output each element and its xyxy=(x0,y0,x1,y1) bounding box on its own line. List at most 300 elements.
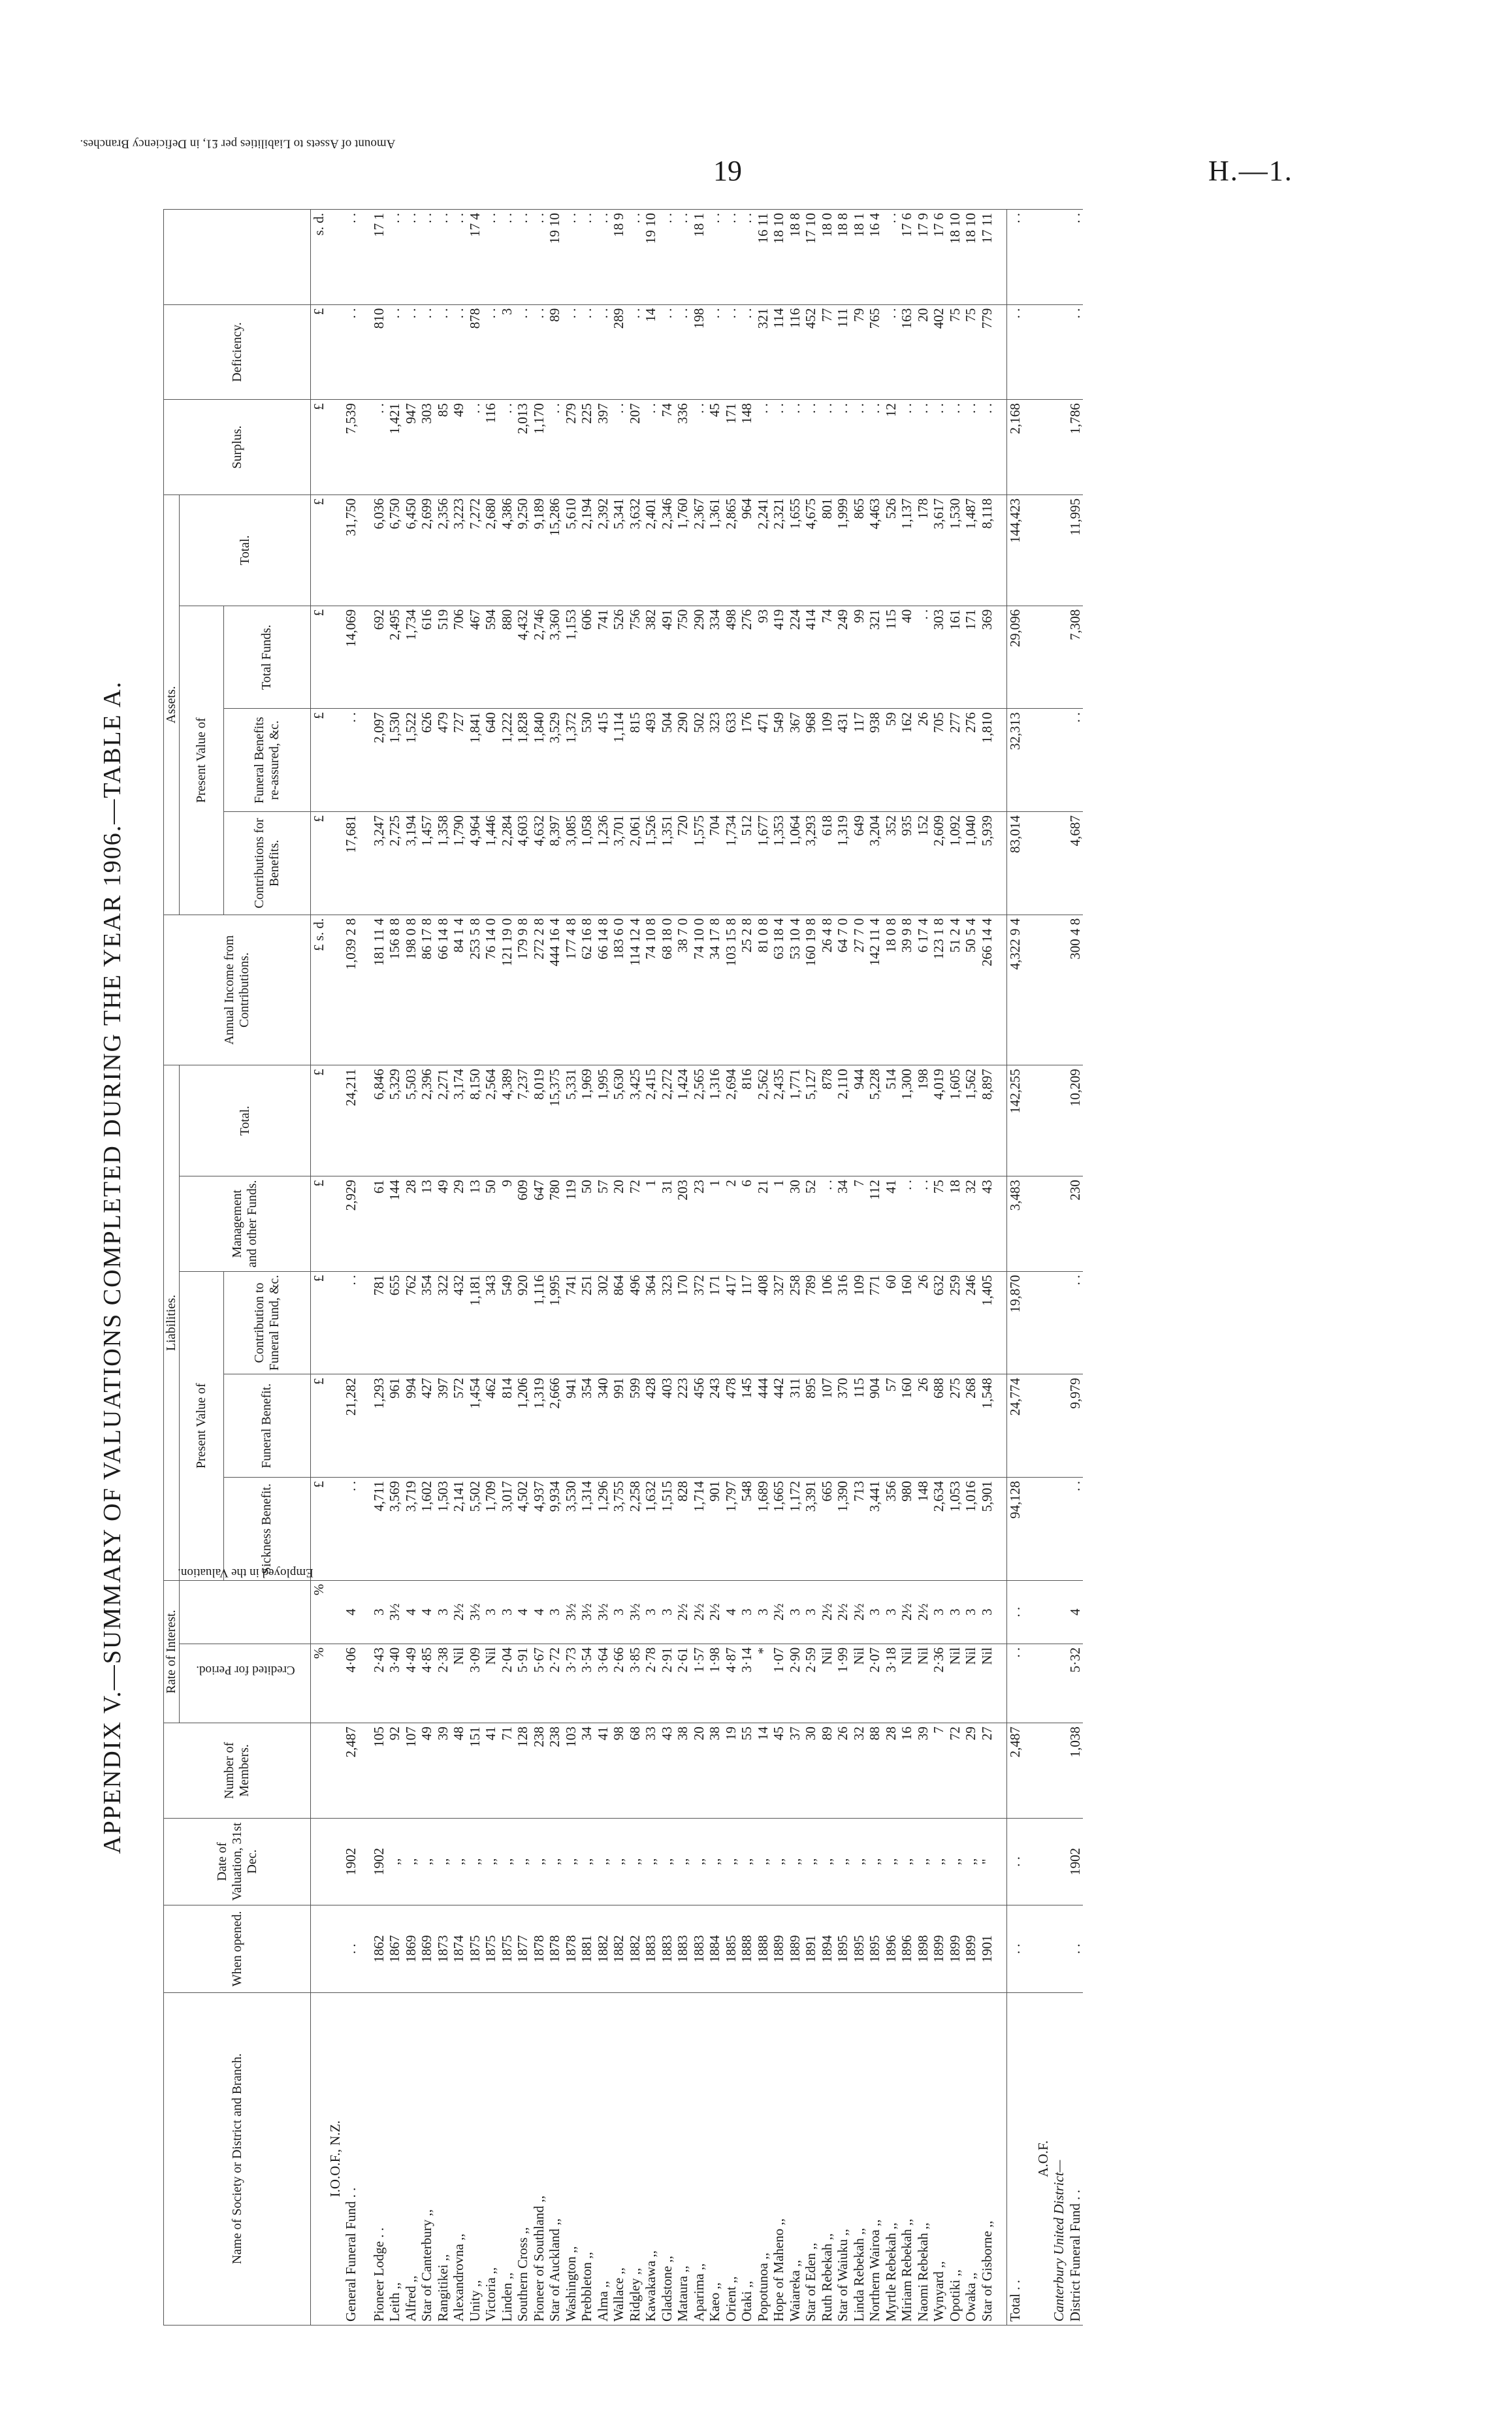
cell: 4 xyxy=(419,1580,435,1644)
cell: . . xyxy=(1067,304,1084,400)
cell: 170 xyxy=(675,1271,691,1374)
header-funeral-reassured: Funeral Benefits re-assured, &c. xyxy=(223,709,310,812)
cell: . . xyxy=(483,304,499,400)
cell: 93 xyxy=(755,606,771,709)
header-when-opened: When opened. xyxy=(164,1905,311,1992)
cell: 370 xyxy=(835,1374,851,1478)
cell: 2·38 xyxy=(435,1644,451,1723)
cell: 1,293 xyxy=(371,1374,387,1478)
cell: 207 xyxy=(627,400,643,495)
cell: 21 xyxy=(755,1176,771,1272)
cell: 68 18 0 xyxy=(659,915,675,1065)
cell: 198 xyxy=(691,304,707,400)
cell: 756 xyxy=(627,606,643,709)
cell: 4,463 xyxy=(867,494,883,606)
lodge-row xyxy=(627,210,643,2326)
cell: . . xyxy=(915,606,931,709)
cell: 1,353 xyxy=(771,812,787,915)
lodge-row xyxy=(707,210,723,2326)
cell: 626 xyxy=(419,709,435,812)
cell: ,, xyxy=(547,1818,563,1905)
lodge-row xyxy=(915,210,931,2326)
cell xyxy=(1051,915,1067,1065)
cell xyxy=(359,1905,371,1992)
cell: 5,610 xyxy=(563,494,579,606)
cell: 53 10 4 xyxy=(787,915,803,1065)
cell: 1883 xyxy=(675,1905,691,1992)
cell xyxy=(1051,709,1067,812)
cell xyxy=(1051,1580,1067,1644)
cell: 1,405 xyxy=(979,1271,995,1374)
cell: 1877 xyxy=(515,1905,531,1992)
cell: 27 xyxy=(979,1723,995,1819)
cell: 771 xyxy=(867,1271,883,1374)
cell: 549 xyxy=(499,1271,515,1374)
cell: 1,296 xyxy=(595,1478,611,1581)
row-label: Washington ,, xyxy=(563,1992,579,2325)
cell: 1,995 xyxy=(547,1271,563,1374)
row-label xyxy=(1023,1992,1035,2325)
cell: 367 xyxy=(787,709,803,812)
cell: 504 xyxy=(659,709,675,812)
cell: . . xyxy=(851,400,867,495)
cell xyxy=(1023,1478,1035,1581)
cell: 171 xyxy=(963,606,979,709)
cell: ,, xyxy=(627,1818,643,1905)
cell: 276 xyxy=(739,606,755,709)
cell: 123 1 8 xyxy=(931,915,947,1065)
cell: 177 4 8 xyxy=(563,915,579,1065)
cell: 1,515 xyxy=(659,1478,675,1581)
cell: 2,725 xyxy=(387,812,403,915)
cell: 103 15 8 xyxy=(723,915,739,1065)
cell: 1862 xyxy=(371,1905,387,1992)
lodge-row xyxy=(403,210,419,2326)
lodge-row xyxy=(835,210,851,2326)
cell: 2·66 xyxy=(611,1644,627,1723)
cell: 1882 xyxy=(627,1905,643,1992)
cell: . . xyxy=(483,210,499,305)
cell: 8,118 xyxy=(979,494,995,606)
cell xyxy=(359,1580,371,1644)
cell: 1,797 xyxy=(723,1478,739,1581)
cell: 121 19 0 xyxy=(499,915,515,1065)
cell xyxy=(995,709,1007,812)
cell: 1902 xyxy=(371,1818,387,1905)
cell: . . xyxy=(723,210,739,305)
cell: 814 xyxy=(499,1374,515,1478)
cell xyxy=(1035,494,1052,606)
cell: 1,840 xyxy=(531,709,547,812)
cell: 2,565 xyxy=(691,1065,707,1176)
cell: . . xyxy=(723,304,739,400)
cell: . . xyxy=(343,210,359,305)
cell: 68 xyxy=(627,1723,643,1819)
cell: 1896 xyxy=(899,1905,915,1992)
cell: 7,272 xyxy=(467,494,483,606)
cell: 1,316 xyxy=(707,1065,723,1176)
cell: 1 xyxy=(643,1176,659,1272)
cell: 1,734 xyxy=(723,812,739,915)
cell xyxy=(1051,210,1067,305)
cell: 649 xyxy=(851,812,867,915)
cell: 5,630 xyxy=(611,1065,627,1176)
cell: 3,174 xyxy=(451,1065,467,1176)
cell: 2,392 xyxy=(595,494,611,606)
cell: Nil xyxy=(915,1644,931,1723)
cell: 2·59 xyxy=(803,1644,819,1723)
cell: 1,999 xyxy=(835,494,851,606)
cell: 1891 xyxy=(803,1905,819,1992)
cell: 2,564 xyxy=(483,1065,499,1176)
cell: 1,361 xyxy=(707,494,723,606)
row-label: Otaki ,, xyxy=(739,1992,755,2325)
cell xyxy=(1035,606,1052,709)
cell: £ xyxy=(311,304,327,400)
cell: 105 xyxy=(371,1723,387,1819)
cell: 2,699 xyxy=(419,494,435,606)
cell: 1883 xyxy=(643,1905,659,1992)
cell: 3 xyxy=(483,1580,499,1644)
cell: 498 xyxy=(723,606,739,709)
cell xyxy=(1051,1176,1067,1272)
cell: 655 xyxy=(387,1271,403,1374)
group-heading: Canterbury United District— xyxy=(1051,1992,1067,2325)
cell: 1,969 xyxy=(579,1065,595,1176)
cell: 3,360 xyxy=(547,606,563,709)
cell: 246 xyxy=(963,1271,979,1374)
cell: 1,714 xyxy=(691,1478,707,1581)
cell: 1,137 xyxy=(899,494,915,606)
cell: 300 4 8 xyxy=(1067,915,1084,1065)
cell: 2,258 xyxy=(627,1478,643,1581)
cell: Nil xyxy=(947,1644,963,1723)
cell: 2,435 xyxy=(771,1065,787,1176)
cell: 1,424 xyxy=(675,1065,691,1176)
header-date-valuation: Date of Valuation, 31st Dec. xyxy=(164,1818,311,1905)
cell: 62 16 8 xyxy=(579,915,595,1065)
cell: 18 10 xyxy=(947,210,963,305)
lodge-row xyxy=(723,210,739,2326)
cell: 19 10 xyxy=(547,210,563,305)
cell: 198 xyxy=(915,1065,931,1176)
cell: 1,372 xyxy=(563,709,579,812)
cell: 1882 xyxy=(595,1905,611,1992)
cell: £ xyxy=(311,1478,327,1581)
cell: . . xyxy=(499,210,515,305)
cell: 572 xyxy=(451,1374,467,1478)
cell xyxy=(327,1478,344,1581)
cell: 3 xyxy=(499,1580,515,1644)
cell: 3 xyxy=(867,1580,883,1644)
cell: 30 xyxy=(803,1723,819,1819)
cell: ,, xyxy=(611,1818,627,1905)
lodge-row xyxy=(611,210,627,2326)
row-label: Owaka ,, xyxy=(963,1992,979,2325)
cell: 7 xyxy=(851,1176,867,1272)
header-assets-total: Total. xyxy=(180,494,311,606)
cell: 1,058 xyxy=(579,812,595,915)
cell xyxy=(327,400,344,495)
cell xyxy=(327,1271,344,1374)
cell: 152 xyxy=(915,812,931,915)
header-employed-label: Employed in the Valuation. xyxy=(177,1565,314,1580)
cell: 20 xyxy=(915,304,931,400)
cell xyxy=(1023,400,1035,495)
cell: 17,681 xyxy=(343,812,359,915)
cell xyxy=(1035,1723,1052,1819)
cell: 2½ xyxy=(771,1580,787,1644)
cell xyxy=(359,1271,371,1374)
cell xyxy=(1023,812,1035,915)
cell: 144 xyxy=(387,1176,403,1272)
cell: 272 2 8 xyxy=(531,915,547,1065)
cell: 14,069 xyxy=(343,606,359,709)
row-label: Pioneer Lodge . . xyxy=(371,1992,387,2325)
cell: 4,019 xyxy=(931,1065,947,1176)
cell: . . xyxy=(883,304,899,400)
lodge-row xyxy=(851,210,867,2326)
cell: 2,110 xyxy=(835,1065,851,1176)
cell: . . xyxy=(915,1176,931,1272)
cell: 3 xyxy=(803,1580,819,1644)
cell: 2,396 xyxy=(419,1065,435,1176)
cell: 789 xyxy=(803,1271,819,1374)
cell: 356 xyxy=(883,1478,899,1581)
cell xyxy=(1035,1644,1052,1723)
cell: 171 xyxy=(723,400,739,495)
cell: . . xyxy=(899,400,915,495)
cell: 225 xyxy=(579,400,595,495)
cell: 2,680 xyxy=(483,494,499,606)
cell: £ xyxy=(311,494,327,606)
district-funeral-fund-row xyxy=(1067,210,1084,2326)
cell: 16 11 xyxy=(755,210,771,305)
cell: 43 xyxy=(659,1723,675,1819)
cell: ,, xyxy=(867,1818,883,1905)
cell xyxy=(1035,1478,1052,1581)
cell xyxy=(327,210,344,305)
cell: 2½ xyxy=(835,1580,851,1644)
cell: 3,530 xyxy=(563,1478,579,1581)
cell: 1,709 xyxy=(483,1478,499,1581)
cell: 1889 xyxy=(787,1905,803,1992)
group-heading-row xyxy=(327,210,344,2326)
row-label: Waiareka ,, xyxy=(787,1992,803,2325)
row-label: Star of Gisborne ,, xyxy=(979,1992,995,2325)
cell xyxy=(995,1065,1007,1176)
cell: 321 xyxy=(755,304,771,400)
cell: 1,390 xyxy=(835,1478,851,1581)
cell: 20 xyxy=(611,1176,627,1272)
cell: 77 xyxy=(819,304,835,400)
cell: . . xyxy=(819,400,835,495)
cell: 92 xyxy=(387,1723,403,1819)
cell: . . xyxy=(371,400,387,495)
cell: 2·04 xyxy=(499,1644,515,1723)
cell: 1,454 xyxy=(467,1374,483,1478)
cell: . . xyxy=(1067,1271,1084,1374)
lodge-row xyxy=(675,210,691,2326)
cell: 27 7 0 xyxy=(851,915,867,1065)
cell: 2,666 xyxy=(547,1374,563,1478)
cell: 727 xyxy=(451,709,467,812)
cell xyxy=(995,1723,1007,1819)
cell: 160 19 8 xyxy=(803,915,819,1065)
cell xyxy=(995,400,1007,495)
cell: 1902 xyxy=(1067,1818,1084,1905)
cell: . . xyxy=(467,400,483,495)
cell: 266 14 4 xyxy=(979,915,995,1065)
cell: 456 xyxy=(691,1374,707,1478)
cell: 1,503 xyxy=(435,1478,451,1581)
lodge-row xyxy=(371,210,387,2326)
cell: 3½ xyxy=(627,1580,643,1644)
cell: 1874 xyxy=(451,1905,467,1992)
cell: 181 11 4 xyxy=(371,915,387,1065)
cell: 1883 xyxy=(691,1905,707,1992)
cell: 17 4 xyxy=(467,210,483,305)
cell: 162 xyxy=(899,709,915,812)
cell: . . xyxy=(659,210,675,305)
cell: 2,929 xyxy=(343,1176,359,1272)
cell: 1889 xyxy=(771,1905,787,1992)
cell xyxy=(1023,1580,1035,1644)
cell: 50 5 4 xyxy=(963,915,979,1065)
header-pv-liabilities: Present Value of xyxy=(180,1271,224,1580)
cell: 1,053 xyxy=(947,1478,963,1581)
cell: 549 xyxy=(771,709,787,812)
cell: 414 xyxy=(803,606,819,709)
cell: 941 xyxy=(563,1374,579,1478)
cell: 343 xyxy=(483,1271,499,1374)
cell: 334 xyxy=(707,606,723,709)
cell: 11,995 xyxy=(1067,494,1084,606)
cell xyxy=(1023,709,1035,812)
cell: . . xyxy=(755,400,771,495)
cell: 50 xyxy=(579,1176,595,1272)
cell: 161 xyxy=(947,606,963,709)
cell: 397 xyxy=(435,1374,451,1478)
cell: . . xyxy=(771,400,787,495)
cell: 34 17 8 xyxy=(707,915,723,1065)
cell: 1888 xyxy=(739,1905,755,1992)
row-label: Northern Wairoa ,, xyxy=(867,1992,883,2325)
cell: 1873 xyxy=(435,1905,451,1992)
lodge-row xyxy=(899,210,915,2326)
cell: 117 xyxy=(851,709,867,812)
cell xyxy=(1051,304,1067,400)
cell: ,, xyxy=(659,1818,675,1905)
cell: ,, xyxy=(819,1818,835,1905)
cell: 251 xyxy=(579,1271,595,1374)
cell: 1899 xyxy=(947,1905,963,1992)
row-label: Unity ,, xyxy=(467,1992,483,2325)
cell: 17 6 xyxy=(899,210,915,305)
lodge-row xyxy=(531,210,547,2326)
cell: ,, xyxy=(947,1818,963,1905)
cell: 106 xyxy=(819,1271,835,1374)
cell: . . xyxy=(1067,709,1084,812)
cell: 3½ xyxy=(579,1580,595,1644)
cell: 706 xyxy=(451,606,467,709)
cell: 4 xyxy=(531,1580,547,1644)
cell: 2·90 xyxy=(787,1644,803,1723)
row-label: Kawakawa ,, xyxy=(643,1992,659,2325)
cell: 780 xyxy=(547,1176,563,1272)
cell: 74 xyxy=(659,400,675,495)
cell: 432 xyxy=(451,1271,467,1374)
cell: 865 xyxy=(851,494,867,606)
cell: 2·36 xyxy=(931,1644,947,1723)
cell: 2,321 xyxy=(771,494,787,606)
lodge-row xyxy=(739,210,755,2326)
cell: 3·64 xyxy=(595,1644,611,1723)
cell xyxy=(1051,1905,1067,1992)
cell: 1883 xyxy=(659,1905,675,1992)
cell: 781 xyxy=(371,1271,387,1374)
cell: 112 xyxy=(867,1176,883,1272)
cell: 462 xyxy=(483,1374,499,1478)
page-reference: H.—1. xyxy=(1208,155,1293,187)
cell: 41 xyxy=(483,1723,499,1819)
lodge-row xyxy=(467,210,483,2326)
group-heading-row xyxy=(1051,210,1067,2326)
cell: 720 xyxy=(675,812,691,915)
cell: 5,502 xyxy=(467,1478,483,1581)
cell: 224 xyxy=(787,606,803,709)
cell: 18 0 xyxy=(819,210,835,305)
cell: 26 4 8 xyxy=(819,915,835,1065)
cell: . . xyxy=(595,210,611,305)
cell: 3,204 xyxy=(867,812,883,915)
cell xyxy=(995,1644,1007,1723)
cell: 34 xyxy=(835,1176,851,1272)
group-heading: A.O.F. xyxy=(1035,1992,1052,2325)
cell: ,, xyxy=(467,1818,483,1905)
cell: 3,755 xyxy=(611,1478,627,1581)
cell: 86 17 8 xyxy=(419,915,435,1065)
cell: 14 xyxy=(755,1723,771,1819)
cell: 816 xyxy=(739,1065,755,1176)
cell: . . xyxy=(835,400,851,495)
cell: 2,746 xyxy=(531,606,547,709)
cell: 2,487 xyxy=(1007,1723,1023,1819)
cell: 935 xyxy=(899,812,915,915)
cell: . . xyxy=(1007,1644,1023,1723)
cell: £ xyxy=(311,1271,327,1374)
cell: 2,272 xyxy=(659,1065,675,1176)
cell: 28 xyxy=(883,1723,899,1819)
cell: 163 xyxy=(899,304,915,400)
lodge-row xyxy=(595,210,611,2326)
cell: 26 xyxy=(915,1271,931,1374)
cell: 762 xyxy=(403,1271,419,1374)
cell: . . xyxy=(691,400,707,495)
row-label: Southern Cross ,, xyxy=(515,1992,531,2325)
cell: 28 xyxy=(403,1176,419,1272)
cell: 39 xyxy=(435,1723,451,1819)
cell: 2,097 xyxy=(371,709,387,812)
general-funeral-fund-row xyxy=(343,210,359,2326)
spacer-row xyxy=(359,210,371,2326)
cell: 99 xyxy=(851,606,867,709)
cell: . . xyxy=(531,210,547,305)
cell: 3 xyxy=(947,1580,963,1644)
cell: 1,421 xyxy=(387,400,403,495)
cell xyxy=(359,709,371,812)
cell: . . xyxy=(563,210,579,305)
